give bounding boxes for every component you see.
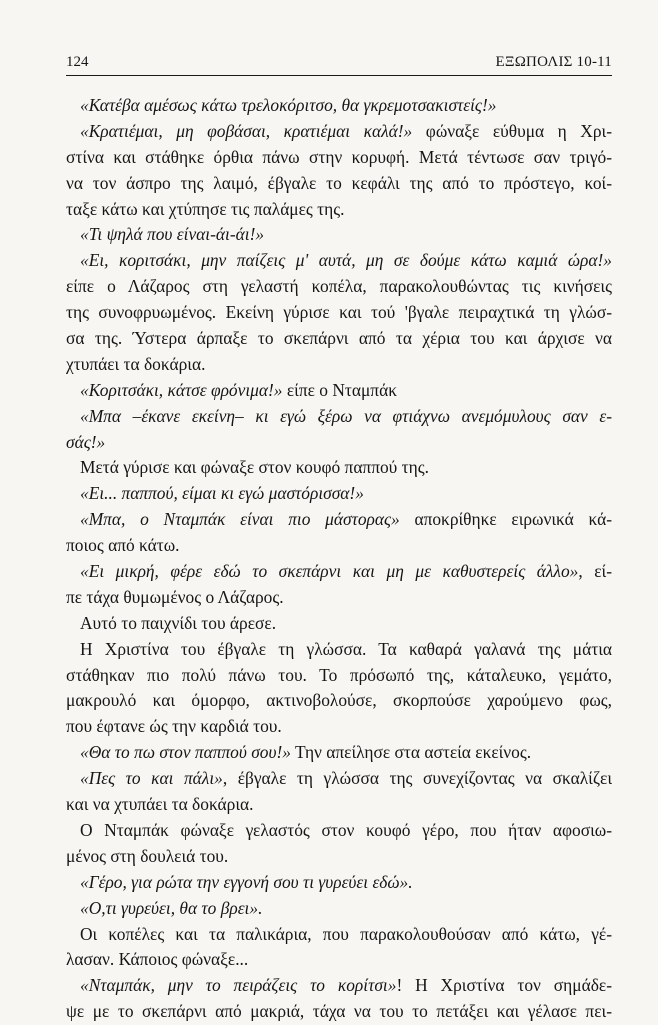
text-line <box>66 378 612 404</box>
narration-segment: σα της. Ύστερα άρπαξε το σκεπάρνι από τα χέρια του και άρχισε να <box>66 328 612 349</box>
text-line <box>66 585 612 611</box>
text-line <box>66 922 612 948</box>
narration-segment: στάθηκαν πιο πολύ πάνω του. Το πρόσωπό της, κάταλευκο, γεμάτο, <box>66 664 612 685</box>
narration-segment: Η Χριστίνα του έβγαλε τη γλώσσα. Τα καθαρά γαλανά της μάτια <box>80 638 612 659</box>
text-line <box>66 248 612 274</box>
text-line <box>66 93 612 119</box>
dialogue-segment: «Ο,τι γυρεύει, θα το βρει». <box>80 897 263 918</box>
page-number: 124 <box>66 54 89 70</box>
dialogue-segment: «Κοριτσάκι, κάτσε φρόνιμα!» <box>80 379 283 400</box>
text-line <box>66 300 612 326</box>
narration-segment: φώναξε εύθυμα η Χρι- <box>412 120 612 141</box>
dialogue-segment: «Μπα, ο Νταμπάκ είναι πιο μάστορας» <box>80 509 400 530</box>
text-line <box>66 404 612 430</box>
text-line <box>66 947 612 973</box>
text-line <box>66 352 612 378</box>
narration-segment: Την απείλησε στα αστεία εκείνος. <box>290 742 532 763</box>
body-text <box>66 93 612 1025</box>
narration-segment: λασαν. Κάποιος φώναξε... <box>66 949 249 970</box>
text-line <box>66 481 612 507</box>
narration-segment: Αυτό το παιχνίδι του άρεσε. <box>80 612 277 633</box>
narration-segment: Μετά γύρισε και φώναξε στον κουφό παππού της. <box>80 457 429 478</box>
text-line <box>66 663 612 689</box>
narration-segment: είπε ο Λάζαρος στη γελαστή κοπέλα, παρακολουθώντας τις κινήσεις <box>66 276 612 297</box>
text-line <box>66 326 612 352</box>
text-line <box>66 740 612 766</box>
narration-segment: χτυπάει τα δοκάρια. <box>66 353 206 374</box>
narration-segment: της συνοφρυωμένος. Εκείνη γύρισε και τού 'βγαλε πειραχτικά τη γλώσ- <box>66 302 612 323</box>
dialogue-segment: «Γέρο, για ρώτα την εγγονή σου τι γυρεύει εδώ». <box>80 871 413 892</box>
dialogue-segment: «Ει... παππού, είμαι κι εγώ μαστόρισσα!» <box>80 483 364 504</box>
dialogue-segment: «Πες το και πάλι» <box>80 768 223 789</box>
text-line <box>66 507 612 533</box>
dialogue-segment: «Θα το πω στον παππού σου!» <box>80 742 291 763</box>
dialogue-segment: «Μπα –έκανε εκείνη– κι εγώ ξέρω να φτιάχνω ανεμόμυλους σαν ε- <box>80 405 612 426</box>
narration-segment: είπε ο Νταμπάκ <box>282 379 397 400</box>
dialogue-segment: «Ει μικρή, φέρε εδώ το σκεπάρνι και μη με καθυστερείς άλλο» <box>80 561 579 582</box>
narration-segment: αποκρίθηκε ειρωνικά κά- <box>399 509 613 530</box>
text-line <box>66 222 612 248</box>
text-line <box>66 818 612 844</box>
text-line <box>66 533 612 559</box>
dialogue-segment: σάς!» <box>66 431 106 452</box>
text-line <box>66 688 612 714</box>
narration-segment: ταξε κάτω και χτύπησε τις παλάμες της. <box>66 198 345 219</box>
text-line <box>66 999 612 1025</box>
dialogue-segment: «Κατέβα αμέσως κάτω τρελοκόριτσο, θα γκρεμοτσακιστείς!» <box>80 95 497 115</box>
narration-segment: μακρουλό και όμορφο, ακτινοβολούσε, σκορπούσε χαρούμενο φως, <box>66 690 612 711</box>
narration-segment: Οι κοπέλες και τα παλικάρια, που παρακολουθούσαν από κάτω, γέ- <box>80 923 612 944</box>
dialogue-segment: «Ει, κοριτσάκι, μην παίζεις μ' αυτά, μη σε δούμε κάτω καμιά ώρα!» <box>80 250 612 271</box>
text-line <box>66 274 612 300</box>
text-line <box>66 896 612 922</box>
text-line <box>66 973 612 999</box>
text-line <box>66 145 612 171</box>
narration-segment: ! Η Χριστίνα τον σημάδε- <box>396 975 612 996</box>
narration-segment: μένος στη δουλειά του. <box>66 845 229 866</box>
dialogue-segment: «Τι ψηλά που είναι-άι-άι!» <box>80 224 265 245</box>
narration-segment: πε τάχα θυμωμένος ο Λάζαρος. <box>66 586 284 607</box>
narration-segment: ψε με το σκεπάρνι από μακριά, τάχα να του το πετάξει και γέλασε πει- <box>66 1001 612 1022</box>
text-line <box>66 611 612 637</box>
narration-segment: , έβγαλε τη γλώσσα της συνεχίζοντας να σκαλίζει <box>222 768 613 789</box>
narration-segment: ποιος από κάτω. <box>66 535 180 556</box>
dialogue-segment: «Νταμπάκ, μην το πειράζεις το κορίτσι» <box>80 975 397 996</box>
narration-segment: και να χτυπάει τα δοκάρια. <box>66 794 254 815</box>
text-line <box>66 844 612 870</box>
text-line <box>66 792 612 818</box>
text-line <box>66 559 612 585</box>
header-rule <box>66 75 612 76</box>
text-line <box>66 870 612 896</box>
narration-segment: , εί- <box>578 561 613 582</box>
text-line <box>66 714 612 740</box>
narration-segment: στίνα και στάθηκε όρθια πάνω στην κορυφή. Μετά τέντωσε σαν τριγό- <box>66 146 612 167</box>
narration-segment: να τον άσπρο της λαιμό, έβγαλε το κεφάλι της από το πρόστεγο, κοί- <box>66 172 612 193</box>
text-line <box>66 455 612 481</box>
text-line <box>66 430 612 456</box>
text-line <box>66 171 612 197</box>
text-line <box>66 197 612 223</box>
running-title: ΕΞΩΠΟΛΙΣ 10-11 <box>495 54 612 70</box>
narration-segment: Ο Νταμπάκ φώναξε γελαστός στον κουφό γέρο, που ήταν αφοσιω- <box>80 819 612 840</box>
page-header <box>66 54 612 76</box>
dialogue-segment: «Κρατιέμαι, μη φοβάσαι, κρατιέμαι καλά!» <box>80 120 413 141</box>
text-line <box>66 766 612 792</box>
text-line <box>66 637 612 663</box>
narration-segment: που έφτανε ώς την καρδιά του. <box>66 716 282 737</box>
text-line <box>66 119 612 145</box>
